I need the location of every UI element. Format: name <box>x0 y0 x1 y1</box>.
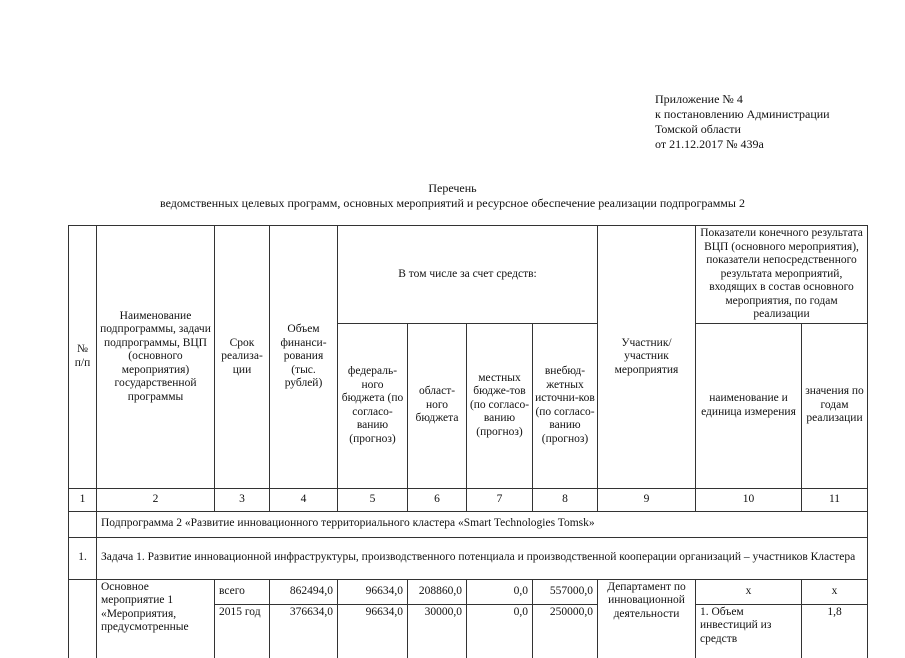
header-term: Срок реализа-ции <box>215 226 270 489</box>
header-volume: Объем финанси-рования (тыс. рублей) <box>270 226 338 489</box>
row-offbudget: 557000,0 <box>533 579 598 604</box>
row-indicator-name: 1. Объем инвестиций из средств <box>696 604 802 658</box>
col-number: 8 <box>533 488 598 511</box>
col-number: 5 <box>338 488 408 511</box>
row-regional: 208860,0 <box>408 579 467 604</box>
header-name: Наименование подпрограммы, задачи подпрограммы, ВЦП (основного мероприятия) государственной программы <box>97 226 215 489</box>
header-offbudget: внебюд-жетных источни-ков (по согласо-ванию (прогноз) <box>533 323 598 488</box>
appendix-line-3: Томской области <box>655 122 741 136</box>
subprogram-row <box>69 511 868 537</box>
row-indicator-name: х <box>696 579 802 604</box>
table-row <box>69 579 868 604</box>
header-regional: област-ного бюджета <box>408 323 467 488</box>
row-term: 2015 год <box>215 604 270 658</box>
row-federal: 96634,0 <box>338 604 408 658</box>
col-number: 6 <box>408 488 467 511</box>
task-row <box>69 537 868 579</box>
header-federal: федераль-ного бюджета (по согласо-ванию (прогноз) <box>338 323 408 488</box>
row-volume: 862494,0 <box>270 579 338 604</box>
appendix-line-1: Приложение № 4 <box>655 92 743 106</box>
row-term: всего <box>215 579 270 604</box>
row-offbudget: 250000,0 <box>533 604 598 658</box>
appendix-line-2: к постановлению Администрации <box>655 107 830 121</box>
col-number: 1 <box>69 488 97 511</box>
task-number: 1. <box>69 537 97 579</box>
col-number: 11 <box>802 488 868 511</box>
col-number: 10 <box>696 488 802 511</box>
row-federal: 96634,0 <box>338 579 408 604</box>
row-volume: 376634,0 <box>270 604 338 658</box>
row-local: 0,0 <box>467 604 533 658</box>
col-number: 2 <box>97 488 215 511</box>
header-indicator-name: наименование и единица измерения <box>696 323 802 488</box>
header-indicators-group: Показатели конечного результата ВЦП (основного мероприятия), показатели непосредственного результата мероприятий, входящих в состав основного мероприятия, по годам реализации <box>696 226 868 324</box>
header-indicator-values: значения по годам реализации <box>802 323 868 488</box>
row-local: 0,0 <box>467 579 533 604</box>
activity-name: Основное мероприятие 1 «Мероприятия, предусмотренные <box>97 579 215 658</box>
task-title: Задача 1. Развитие инновационной инфраструктуры, производственного потенциала и производственной кооперации организаций – участников Кластера <box>97 537 868 579</box>
col-number: 9 <box>598 488 696 511</box>
subprogram-title: Подпрограмма 2 «Развитие инновационного территориального кластера «Smart Technologies Tomsk» <box>97 511 868 537</box>
appendix-line-4: от 21.12.2017 № 439а <box>655 137 764 151</box>
activity-participant: Департамент по инновационной деятельности <box>598 579 696 658</box>
row-regional: 30000,0 <box>408 604 467 658</box>
document-title: Перечень <box>428 181 477 195</box>
appendix-block <box>655 92 830 152</box>
col-number: 7 <box>467 488 533 511</box>
row-indicator-value: 1,8 <box>802 604 868 658</box>
header-participant: Участник/ участник мероприятия <box>598 226 696 489</box>
col-number: 4 <box>270 488 338 511</box>
header-sources-group: В том числе за счет средств: <box>338 226 598 324</box>
header-num: № п/п <box>69 226 97 489</box>
col-number: 3 <box>215 488 270 511</box>
programs-table <box>68 225 868 658</box>
column-numbers-row <box>69 488 868 511</box>
document-subtitle: ведомственных целевых программ, основных мероприятий и ресурсное обеспечение реализации подпрограммы 2 <box>160 196 745 210</box>
row-indicator-value: х <box>802 579 868 604</box>
header-local: местных бюдже-тов (по согласо-ванию (прогноз) <box>467 323 533 488</box>
